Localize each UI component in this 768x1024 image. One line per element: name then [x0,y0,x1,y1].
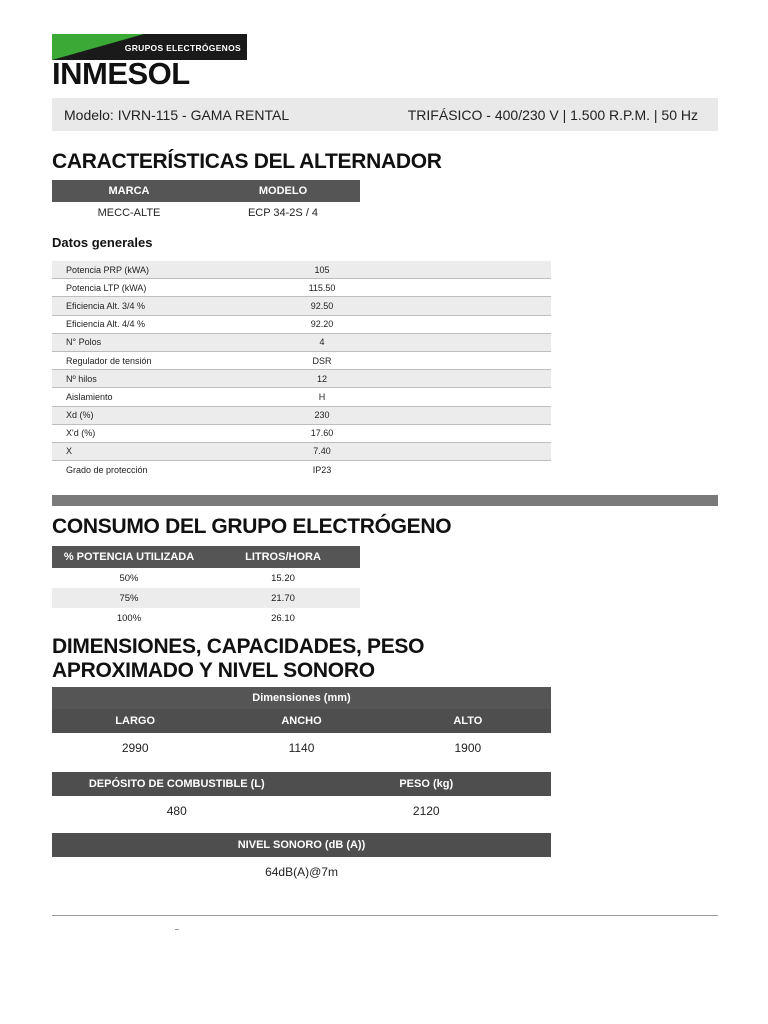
row-pct: 75% [119,592,139,604]
header-modelo: MODELO [258,185,308,197]
header-ancho: ANCHO [281,715,322,727]
row-label: Eficiencia Alt. 4/4 % [66,319,146,330]
row-value: 230 [314,410,330,421]
section-separator [52,495,718,506]
header-potencia: % POTENCIA UTILIZADA [63,551,195,563]
footer-mark [175,929,179,930]
general-data-title: Datos generales [52,235,153,250]
table-header-row [52,546,360,568]
row-label: Eficiencia Alt. 3/4 % [66,300,146,311]
row-value: 7.40 [313,446,331,457]
row-label: Potencia PRP (kWA) [66,264,150,275]
row-label: Nº hilos [66,373,97,384]
table-header-row [52,772,551,796]
table-row [52,796,551,826]
table-header-row [52,180,360,202]
table-row [52,733,551,763]
row-value: H [318,391,326,402]
inmesol-logo [52,34,247,91]
row-value: 92.20 [310,319,334,330]
row-value: IP23 [312,465,332,476]
capacity-table [52,772,551,826]
value-nivel-sonoro: 64dB(A)@7m [265,865,338,879]
row-pct: 50% [119,572,139,584]
table-row [52,857,551,887]
model-name: Modelo: IVRN-115 - GAMA RENTAL [64,106,290,123]
header-peso: PESO (kg) [399,778,454,790]
footer-divider [52,915,718,916]
value-deposito: 480 [166,804,187,818]
table-row [52,297,551,315]
logo-brand: INMESOL [52,56,190,91]
dimensions-table-title: Dimensiones (mm) [52,687,551,709]
header-largo: LARGO [115,715,156,727]
table-row [52,425,551,443]
row-value: DSR [312,355,332,366]
row-lph: 21.70 [271,592,295,604]
row-value: 115.50 [308,282,336,293]
table-header-row [52,709,551,733]
consumption-table [52,546,360,628]
header-alto: ALTO [453,715,483,727]
table-row [52,443,551,461]
row-label: Regulador de tensión [66,355,152,366]
value-largo: 2990 [121,741,149,755]
dimensions-title-line1: DIMENSIONES, CAPACIDADES, PESO [52,635,425,658]
row-label: Grado de protección [66,465,148,476]
table-row [52,279,551,297]
row-label: Aislamiento [66,391,113,402]
row-pct: 100% [116,612,142,624]
alternator-brand-table [52,180,360,224]
row-lph: 15.20 [271,572,295,584]
table-row [52,588,360,608]
row-value: 17.60 [310,428,334,439]
alternator-title: CARACTERÍSTICAS DEL ALTERNADOR [52,150,442,173]
value-peso: 2120 [412,804,440,818]
table-row [52,316,551,334]
header-deposito: DEPÓSITO DE COMBUSTIBLE (L) [88,778,265,790]
logo-subtitle: GRUPOS ELECTRÓGENOS [124,43,241,53]
table-row [52,334,551,352]
table-row [52,461,551,479]
consumption-title: CONSUMO DEL GRUPO ELECTRÓGENO [52,515,452,538]
header-nivel-sonoro: NIVEL SONORO (dB (A)) [237,839,366,851]
table-row [52,608,360,628]
dimensions-title-line2: APROXIMADO Y NIVEL SONORO [52,659,375,682]
table-row [52,261,551,279]
table-header-row [52,833,551,857]
value-modelo: ECP 34-2S / 4 [247,207,319,219]
dimensions-table [52,687,551,763]
row-label: X'd (%) [66,428,96,439]
general-data-table [52,261,551,479]
table-row [52,407,551,425]
row-label: Xd (%) [66,410,94,421]
row-value: 105 [314,264,330,275]
value-ancho: 1140 [288,741,315,755]
noise-table [52,833,551,887]
row-value: 92.50 [310,300,334,311]
value-alto: 1900 [454,741,482,755]
table-row [52,352,551,370]
row-label: Potencia LTP (kWA) [66,282,147,293]
table-row [52,370,551,388]
model-specs: TRIFÁSICO - 400/230 V | 1.500 R.P.M. | 50 Hz [407,106,698,123]
value-marca: MECC-ALTE [97,207,161,219]
row-lph: 26.10 [271,612,295,624]
row-label: N° Polos [66,337,102,348]
header-litros: LITROS/HORA [245,551,321,563]
table-row [52,202,360,224]
table-row [52,388,551,406]
row-value: 4 [319,337,325,348]
header-marca: MARCA [108,185,150,197]
model-bar [52,98,718,131]
table-row [52,568,360,588]
row-value: 12 [316,373,327,384]
row-label: X [66,446,73,457]
